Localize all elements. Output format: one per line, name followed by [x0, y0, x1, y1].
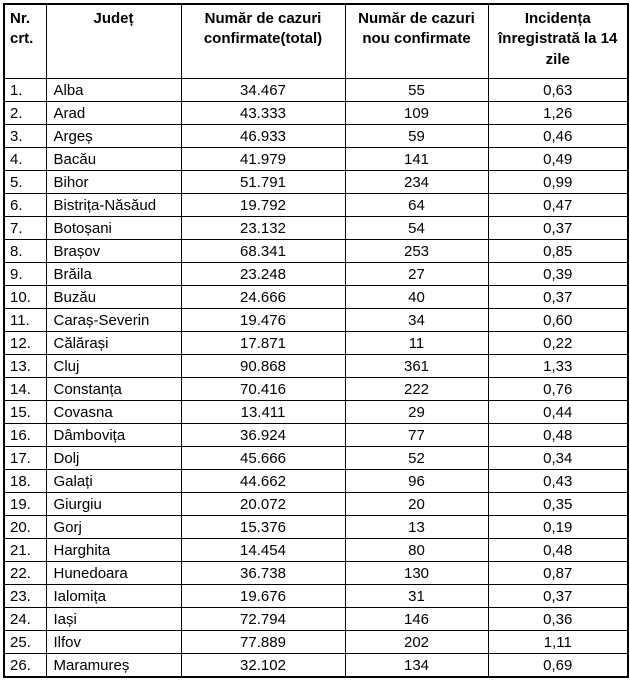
table-header — [4, 4, 628, 79]
incidence-cell: 0,63 — [488, 79, 628, 102]
new-cases-cell: 27 — [345, 263, 488, 286]
incidence-cell: 0,37 — [488, 585, 628, 608]
total-cases-cell: 23.248 — [181, 263, 345, 286]
incidence-cell: 1,33 — [488, 355, 628, 378]
county-name-cell: Caraș-Severin — [46, 309, 181, 332]
new-cases-cell: 77 — [345, 424, 488, 447]
county-name-cell: Giurgiu — [46, 493, 181, 516]
new-cases-cell: 361 — [345, 355, 488, 378]
row-number-cell: 18. — [4, 470, 46, 493]
county-name-cell: Ialomița — [46, 585, 181, 608]
table-row — [4, 286, 628, 309]
new-cases-cell: 222 — [345, 378, 488, 401]
row-number-cell: 17. — [4, 447, 46, 470]
incidence-cell: 0,36 — [488, 608, 628, 631]
table-row — [4, 608, 628, 631]
row-number-cell: 12. — [4, 332, 46, 355]
incidence-cell: 0,35 — [488, 493, 628, 516]
row-number-cell: 19. — [4, 493, 46, 516]
row-number-cell: 25. — [4, 631, 46, 654]
table-row — [4, 378, 628, 401]
county-name-cell: Bihor — [46, 171, 181, 194]
county-name-cell: Dolj — [46, 447, 181, 470]
total-cases-cell: 19.676 — [181, 585, 345, 608]
table-row — [4, 125, 628, 148]
row-number-cell: 14. — [4, 378, 46, 401]
table-row — [4, 424, 628, 447]
incidence-cell: 1,11 — [488, 631, 628, 654]
new-cases-cell: 20 — [345, 493, 488, 516]
incidence-cell: 0,87 — [488, 562, 628, 585]
incidence-cell: 0,49 — [488, 148, 628, 171]
new-cases-cell: 52 — [345, 447, 488, 470]
row-number-cell: 7. — [4, 217, 46, 240]
incidence-cell: 0,48 — [488, 539, 628, 562]
row-number-cell: 13. — [4, 355, 46, 378]
new-cases-cell: 40 — [345, 286, 488, 309]
table-row — [4, 401, 628, 424]
county-name-cell: Gorj — [46, 516, 181, 539]
row-number-cell: 9. — [4, 263, 46, 286]
total-cases-cell: 23.132 — [181, 217, 345, 240]
table-row — [4, 171, 628, 194]
new-cases-cell: 34 — [345, 309, 488, 332]
county-name-cell: Maramureș — [46, 654, 181, 678]
new-cases-cell: 31 — [345, 585, 488, 608]
row-number-cell: 16. — [4, 424, 46, 447]
header-incidence: Incidența înregistrată la 14 zile — [488, 4, 628, 79]
header-row — [4, 4, 628, 79]
county-name-cell: Dâmbovița — [46, 424, 181, 447]
incidence-cell: 0,85 — [488, 240, 628, 263]
total-cases-cell: 15.376 — [181, 516, 345, 539]
table-row — [4, 493, 628, 516]
new-cases-cell: 253 — [345, 240, 488, 263]
incidence-cell: 0,60 — [488, 309, 628, 332]
new-cases-cell: 13 — [345, 516, 488, 539]
county-name-cell: Harghita — [46, 539, 181, 562]
row-number-cell: 6. — [4, 194, 46, 217]
table-row — [4, 309, 628, 332]
new-cases-cell: 55 — [345, 79, 488, 102]
table-row — [4, 332, 628, 355]
new-cases-cell: 80 — [345, 539, 488, 562]
county-name-cell: Cluj — [46, 355, 181, 378]
header-judet: Județ — [46, 4, 181, 79]
new-cases-cell: 54 — [345, 217, 488, 240]
table-body — [4, 79, 628, 678]
total-cases-cell: 14.454 — [181, 539, 345, 562]
total-cases-cell: 77.889 — [181, 631, 345, 654]
row-number-cell: 4. — [4, 148, 46, 171]
county-name-cell: Buzău — [46, 286, 181, 309]
row-number-cell: 8. — [4, 240, 46, 263]
row-number-cell: 21. — [4, 539, 46, 562]
incidence-cell: 0,34 — [488, 447, 628, 470]
total-cases-cell: 51.791 — [181, 171, 345, 194]
incidence-cell: 0,69 — [488, 654, 628, 678]
incidence-cell: 0,43 — [488, 470, 628, 493]
county-name-cell: Constanța — [46, 378, 181, 401]
table-row — [4, 631, 628, 654]
row-number-cell: 3. — [4, 125, 46, 148]
total-cases-cell: 41.979 — [181, 148, 345, 171]
incidence-cell: 0,76 — [488, 378, 628, 401]
total-cases-cell: 44.662 — [181, 470, 345, 493]
county-name-cell: Alba — [46, 79, 181, 102]
table-row — [4, 539, 628, 562]
county-name-cell: Argeș — [46, 125, 181, 148]
county-name-cell: Brăila — [46, 263, 181, 286]
total-cases-cell: 68.341 — [181, 240, 345, 263]
new-cases-cell: 234 — [345, 171, 488, 194]
county-name-cell: Călărași — [46, 332, 181, 355]
county-name-cell: Botoșani — [46, 217, 181, 240]
total-cases-cell: 90.868 — [181, 355, 345, 378]
total-cases-cell: 36.738 — [181, 562, 345, 585]
county-name-cell: Arad — [46, 102, 181, 125]
header-nr-crt: Nr. crt. — [4, 4, 46, 79]
row-number-cell: 23. — [4, 585, 46, 608]
total-cases-cell: 19.792 — [181, 194, 345, 217]
total-cases-cell: 46.933 — [181, 125, 345, 148]
new-cases-cell: 11 — [345, 332, 488, 355]
new-cases-cell: 96 — [345, 470, 488, 493]
table-row — [4, 79, 628, 102]
county-name-cell: Galați — [46, 470, 181, 493]
header-total-cases: Număr de cazuri confirmate(total) — [181, 4, 345, 79]
table-row — [4, 217, 628, 240]
total-cases-cell: 17.871 — [181, 332, 345, 355]
incidence-cell: 0,47 — [488, 194, 628, 217]
new-cases-cell: 202 — [345, 631, 488, 654]
incidence-cell: 0,37 — [488, 286, 628, 309]
incidence-cell: 0,19 — [488, 516, 628, 539]
incidence-cell: 0,39 — [488, 263, 628, 286]
incidence-cell: 0,99 — [488, 171, 628, 194]
new-cases-cell: 146 — [345, 608, 488, 631]
total-cases-cell: 32.102 — [181, 654, 345, 678]
row-number-cell: 20. — [4, 516, 46, 539]
new-cases-cell: 141 — [345, 148, 488, 171]
total-cases-cell: 20.072 — [181, 493, 345, 516]
incidence-cell: 0,22 — [488, 332, 628, 355]
table-row — [4, 654, 628, 678]
county-incidence-table — [3, 3, 629, 678]
incidence-cell: 0,46 — [488, 125, 628, 148]
total-cases-cell: 45.666 — [181, 447, 345, 470]
new-cases-cell: 64 — [345, 194, 488, 217]
incidence-cell: 1,26 — [488, 102, 628, 125]
table-row — [4, 562, 628, 585]
table-row — [4, 447, 628, 470]
table-row — [4, 585, 628, 608]
table-row — [4, 263, 628, 286]
row-number-cell: 26. — [4, 654, 46, 678]
incidence-cell: 0,37 — [488, 217, 628, 240]
row-number-cell: 5. — [4, 171, 46, 194]
table-row — [4, 102, 628, 125]
row-number-cell: 2. — [4, 102, 46, 125]
new-cases-cell: 29 — [345, 401, 488, 424]
new-cases-cell: 109 — [345, 102, 488, 125]
incidence-cell: 0,44 — [488, 401, 628, 424]
total-cases-cell: 70.416 — [181, 378, 345, 401]
total-cases-cell: 43.333 — [181, 102, 345, 125]
total-cases-cell: 72.794 — [181, 608, 345, 631]
county-name-cell: Covasna — [46, 401, 181, 424]
table-row — [4, 240, 628, 263]
county-name-cell: Brașov — [46, 240, 181, 263]
table-row — [4, 148, 628, 171]
row-number-cell: 22. — [4, 562, 46, 585]
row-number-cell: 15. — [4, 401, 46, 424]
row-number-cell: 1. — [4, 79, 46, 102]
county-name-cell: Bistrița-Năsăud — [46, 194, 181, 217]
total-cases-cell: 19.476 — [181, 309, 345, 332]
row-number-cell: 11. — [4, 309, 46, 332]
row-number-cell: 24. — [4, 608, 46, 631]
table-row — [4, 470, 628, 493]
total-cases-cell: 13.411 — [181, 401, 345, 424]
county-name-cell: Hunedoara — [46, 562, 181, 585]
total-cases-cell: 24.666 — [181, 286, 345, 309]
header-new-cases: Număr de cazuri nou confirmate — [345, 4, 488, 79]
table-row — [4, 194, 628, 217]
new-cases-cell: 134 — [345, 654, 488, 678]
new-cases-cell: 130 — [345, 562, 488, 585]
county-name-cell: Bacău — [46, 148, 181, 171]
county-name-cell: Iași — [46, 608, 181, 631]
table-row — [4, 516, 628, 539]
table-row — [4, 355, 628, 378]
county-name-cell: Ilfov — [46, 631, 181, 654]
total-cases-cell: 34.467 — [181, 79, 345, 102]
incidence-cell: 0,48 — [488, 424, 628, 447]
total-cases-cell: 36.924 — [181, 424, 345, 447]
row-number-cell: 10. — [4, 286, 46, 309]
new-cases-cell: 59 — [345, 125, 488, 148]
